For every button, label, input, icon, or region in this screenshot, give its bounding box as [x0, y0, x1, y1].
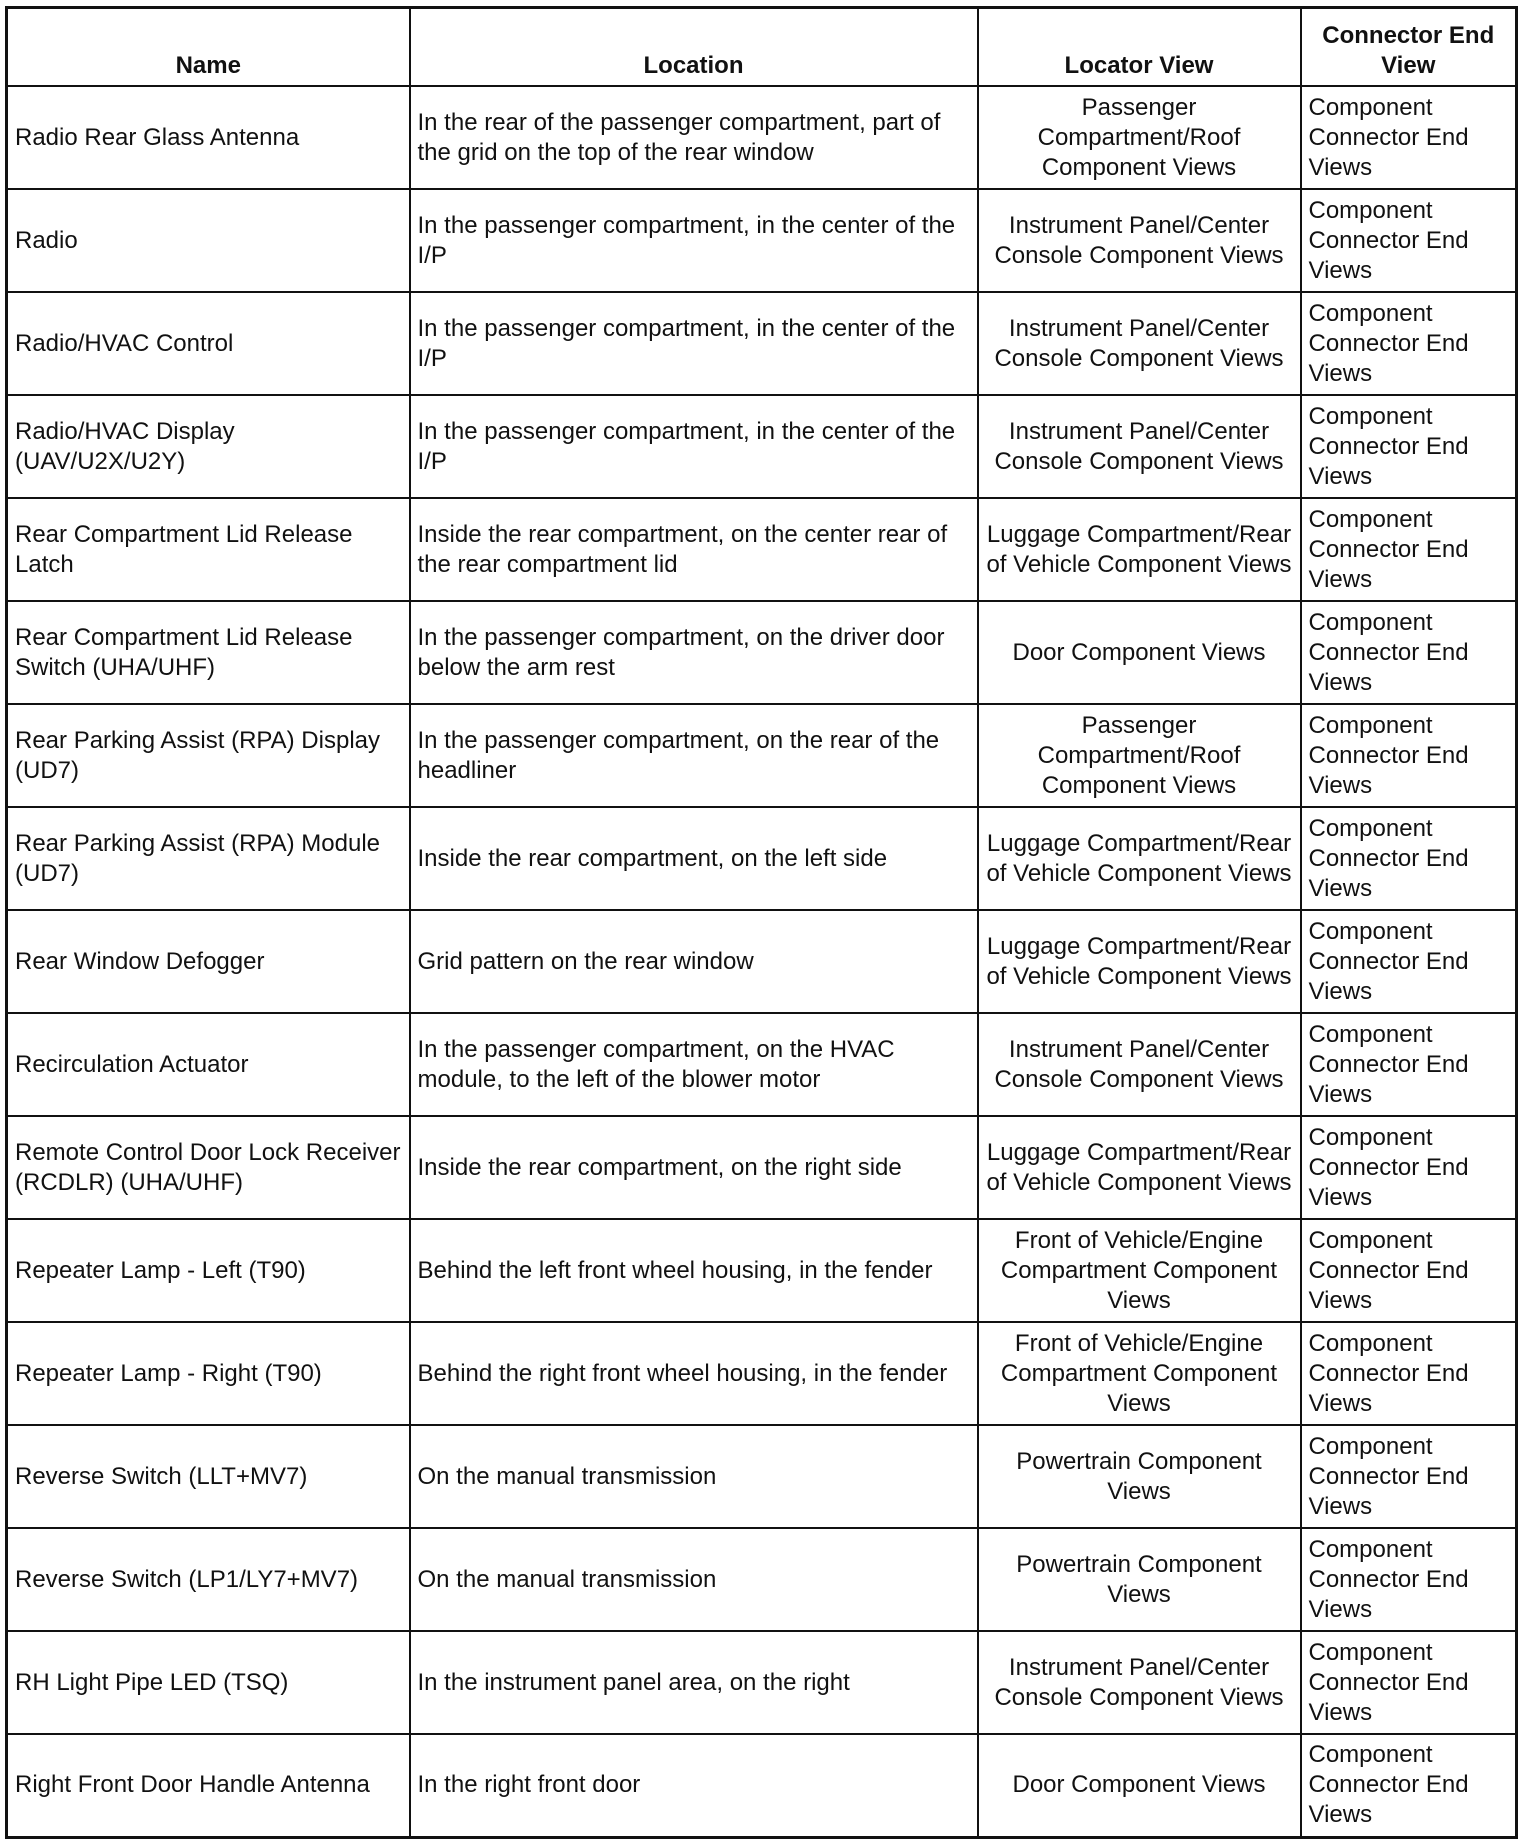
cell-location: In the passenger compartment, in the center of the I/P [410, 395, 978, 498]
cell-connector-end-view: Component Connector End Views [1301, 1425, 1517, 1528]
cell-location: In the passenger compartment, in the center of the I/P [410, 189, 978, 292]
cell-connector-end-view: Component Connector End Views [1301, 189, 1517, 292]
cell-name: Rear Compartment Lid Release Latch [7, 498, 410, 601]
cell-locator-view: Instrument Panel/Center Console Component Views [978, 395, 1301, 498]
cell-locator-view: Luggage Compartment/Rear of Vehicle Component Views [978, 910, 1301, 1013]
cell-locator-view: Passenger Compartment/Roof Component Views [978, 86, 1301, 189]
cell-locator-view: Passenger Compartment/Roof Component Views [978, 704, 1301, 807]
cell-connector-end-view: Component Connector End Views [1301, 601, 1517, 704]
cell-name: Reverse Switch (LP1/LY7+MV7) [7, 1528, 410, 1631]
header-name: Name [7, 8, 410, 87]
cell-locator-view: Luggage Compartment/Rear of Vehicle Component Views [978, 1116, 1301, 1219]
cell-name: Radio/HVAC Control [7, 292, 410, 395]
cell-connector-end-view: Component Connector End Views [1301, 292, 1517, 395]
cell-location: Inside the rear compartment, on the left side [410, 807, 978, 910]
cell-name: Rear Parking Assist (RPA) Module (UD7) [7, 807, 410, 910]
cell-name: Radio/HVAC Display (UAV/U2X/U2Y) [7, 395, 410, 498]
cell-connector-end-view: Component Connector End Views [1301, 1631, 1517, 1734]
table-row [7, 1013, 1517, 1116]
table-row [7, 292, 1517, 395]
component-locator-table [5, 6, 1518, 1839]
cell-location: In the passenger compartment, in the center of the I/P [410, 292, 978, 395]
cell-name: Repeater Lamp - Right (T90) [7, 1322, 410, 1425]
cell-location: Behind the left front wheel housing, in the fender [410, 1219, 978, 1322]
cell-locator-view: Powertrain Component Views [978, 1425, 1301, 1528]
table-row [7, 1734, 1517, 1837]
cell-locator-view: Instrument Panel/Center Console Component Views [978, 292, 1301, 395]
table-row [7, 1219, 1517, 1322]
cell-connector-end-view: Component Connector End Views [1301, 1116, 1517, 1219]
header-connector-end-view: Connector End View [1301, 8, 1517, 87]
header-locator-view: Locator View [978, 8, 1301, 87]
table-row [7, 189, 1517, 292]
cell-location: In the rear of the passenger compartment, part of the grid on the top of the rear window [410, 86, 978, 189]
cell-locator-view: Instrument Panel/Center Console Component Views [978, 1013, 1301, 1116]
cell-name: Recirculation Actuator [7, 1013, 410, 1116]
cell-connector-end-view: Component Connector End Views [1301, 498, 1517, 601]
cell-location: Behind the right front wheel housing, in the fender [410, 1322, 978, 1425]
cell-connector-end-view: Component Connector End Views [1301, 1219, 1517, 1322]
cell-location: In the instrument panel area, on the right [410, 1631, 978, 1734]
cell-location: On the manual transmission [410, 1425, 978, 1528]
table-row [7, 601, 1517, 704]
table-row [7, 704, 1517, 807]
cell-locator-view: Door Component Views [978, 601, 1301, 704]
cell-connector-end-view: Component Connector End Views [1301, 704, 1517, 807]
cell-name: Radio Rear Glass Antenna [7, 86, 410, 189]
cell-name: Reverse Switch (LLT+MV7) [7, 1425, 410, 1528]
table-row [7, 1425, 1517, 1528]
cell-connector-end-view: Component Connector End Views [1301, 1734, 1517, 1837]
cell-location: In the right front door [410, 1734, 978, 1837]
cell-locator-view: Instrument Panel/Center Console Component Views [978, 189, 1301, 292]
table-row [7, 1631, 1517, 1734]
cell-connector-end-view: Component Connector End Views [1301, 807, 1517, 910]
table-row [7, 807, 1517, 910]
cell-connector-end-view: Component Connector End Views [1301, 1322, 1517, 1425]
table-row [7, 498, 1517, 601]
cell-location: Inside the rear compartment, on the center rear of the rear compartment lid [410, 498, 978, 601]
cell-location: In the passenger compartment, on the driver door below the arm rest [410, 601, 978, 704]
cell-locator-view: Luggage Compartment/Rear of Vehicle Component Views [978, 807, 1301, 910]
cell-location: Grid pattern on the rear window [410, 910, 978, 1013]
cell-name: Repeater Lamp - Left (T90) [7, 1219, 410, 1322]
header-location: Location [410, 8, 978, 87]
table-row [7, 1528, 1517, 1631]
table-header-row [7, 8, 1517, 87]
cell-location: Inside the rear compartment, on the right side [410, 1116, 978, 1219]
cell-locator-view: Powertrain Component Views [978, 1528, 1301, 1631]
table-row [7, 910, 1517, 1013]
cell-connector-end-view: Component Connector End Views [1301, 395, 1517, 498]
table-row [7, 395, 1517, 498]
cell-location: In the passenger compartment, on the rear of the headliner [410, 704, 978, 807]
cell-name: Rear Compartment Lid Release Switch (UHA/UHF) [7, 601, 410, 704]
cell-connector-end-view: Component Connector End Views [1301, 910, 1517, 1013]
cell-location: On the manual transmission [410, 1528, 978, 1631]
cell-connector-end-view: Component Connector End Views [1301, 1528, 1517, 1631]
cell-name: Radio [7, 189, 410, 292]
cell-locator-view: Front of Vehicle/Engine Compartment Component Views [978, 1219, 1301, 1322]
cell-name: Rear Window Defogger [7, 910, 410, 1013]
cell-connector-end-view: Component Connector End Views [1301, 1013, 1517, 1116]
cell-name: Right Front Door Handle Antenna [7, 1734, 410, 1837]
cell-name: RH Light Pipe LED (TSQ) [7, 1631, 410, 1734]
cell-locator-view: Luggage Compartment/Rear of Vehicle Component Views [978, 498, 1301, 601]
cell-connector-end-view: Component Connector End Views [1301, 86, 1517, 189]
cell-locator-view: Door Component Views [978, 1734, 1301, 1837]
table-row [7, 1322, 1517, 1425]
cell-name: Remote Control Door Lock Receiver (RCDLR) (UHA/UHF) [7, 1116, 410, 1219]
table-row [7, 1116, 1517, 1219]
cell-locator-view: Front of Vehicle/Engine Compartment Component Views [978, 1322, 1301, 1425]
cell-location: In the passenger compartment, on the HVAC module, to the left of the blower motor [410, 1013, 978, 1116]
cell-locator-view: Instrument Panel/Center Console Component Views [978, 1631, 1301, 1734]
table-row [7, 86, 1517, 189]
cell-name: Rear Parking Assist (RPA) Display (UD7) [7, 704, 410, 807]
